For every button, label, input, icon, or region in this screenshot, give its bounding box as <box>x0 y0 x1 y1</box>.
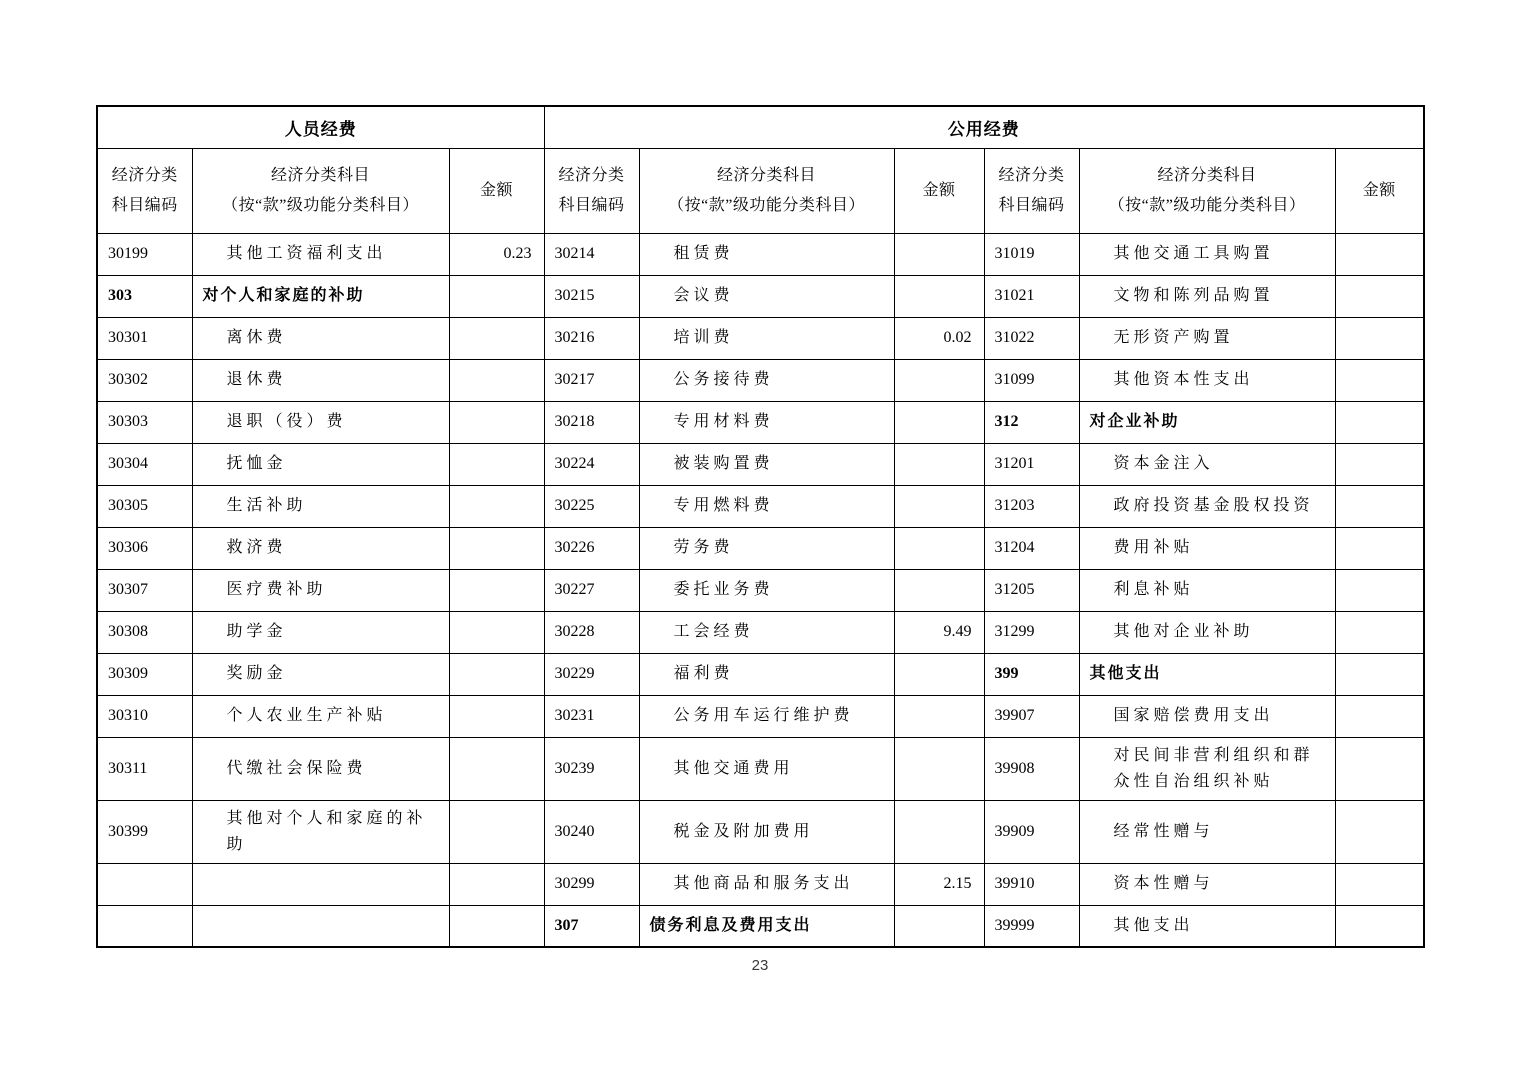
subject-name-cell: 生活补助 <box>192 485 449 527</box>
subject-column-header <box>192 148 449 233</box>
subject-name-cell: 对民间非营利组织和群众性自治组织补贴 <box>1079 737 1335 800</box>
subject-name-cell: 租赁费 <box>639 233 894 275</box>
code-cell: 30304 <box>97 443 192 485</box>
amount-column-header: 金额 <box>1335 148 1424 233</box>
amount-cell <box>449 653 544 695</box>
page-number: 23 <box>751 957 769 974</box>
table-body <box>97 233 1424 947</box>
table-row <box>97 485 1424 527</box>
subject-name-cell: 其他对企业补助 <box>1079 611 1335 653</box>
budget-table <box>96 105 1425 948</box>
table-row <box>97 527 1424 569</box>
table-row <box>97 401 1424 443</box>
subject-name-cell: 资本性赠与 <box>1079 863 1335 905</box>
amount-cell <box>449 905 544 947</box>
code-cell: 30227 <box>544 569 639 611</box>
amount-column-header: 金额 <box>894 148 984 233</box>
subject-name-cell: 经常性赠与 <box>1079 800 1335 863</box>
code-cell <box>97 863 192 905</box>
amount-cell <box>449 800 544 863</box>
table-row <box>97 317 1424 359</box>
table-row <box>97 443 1424 485</box>
code-cell: 31021 <box>984 275 1079 317</box>
header-line: 经济分类 <box>998 166 1065 184</box>
code-cell: 30231 <box>544 695 639 737</box>
subject-column-header <box>1079 148 1335 233</box>
amount-cell <box>894 485 984 527</box>
subject-name-cell: 退休费 <box>192 359 449 401</box>
subject-name-cell: 其他支出 <box>1079 653 1335 695</box>
code-cell: 31299 <box>984 611 1079 653</box>
header-line: 经济分类 <box>111 166 178 184</box>
code-cell: 30226 <box>544 527 639 569</box>
subject-name-cell: 福利费 <box>639 653 894 695</box>
amount-cell: 2.15 <box>894 863 984 905</box>
subject-name-cell: 对企业补助 <box>1079 401 1335 443</box>
table-row <box>97 905 1424 947</box>
column-header-row <box>97 148 1424 233</box>
code-cell: 30302 <box>97 359 192 401</box>
code-cell: 31204 <box>984 527 1079 569</box>
amount-cell <box>894 569 984 611</box>
table-row <box>97 800 1424 863</box>
amount-cell <box>1335 737 1424 800</box>
subject-name-cell: 被装购置费 <box>639 443 894 485</box>
amount-cell <box>1335 233 1424 275</box>
code-cell: 30399 <box>97 800 192 863</box>
subject-name-cell: 利息补贴 <box>1079 569 1335 611</box>
table-row <box>97 233 1424 275</box>
subject-name-cell: 培训费 <box>639 317 894 359</box>
subject-name-cell: 工会经费 <box>639 611 894 653</box>
amount-cell <box>1335 401 1424 443</box>
code-cell: 31201 <box>984 443 1079 485</box>
header-line: 科目编码 <box>998 196 1065 214</box>
amount-cell <box>1335 569 1424 611</box>
code-cell: 30240 <box>544 800 639 863</box>
subject-name-cell <box>192 863 449 905</box>
subject-name-cell: 其他交通费用 <box>639 737 894 800</box>
amount-cell: 0.23 <box>449 233 544 275</box>
amount-cell <box>1335 653 1424 695</box>
amount-cell <box>449 317 544 359</box>
code-cell: 30239 <box>544 737 639 800</box>
subject-name-cell: 公务用车运行维护费 <box>639 695 894 737</box>
subject-name-cell: 对个人和家庭的补助 <box>192 275 449 317</box>
amount-cell <box>449 275 544 317</box>
amount-cell <box>1335 863 1424 905</box>
code-cell: 30308 <box>97 611 192 653</box>
amount-cell <box>1335 611 1424 653</box>
code-cell: 30214 <box>544 233 639 275</box>
subject-column-header <box>639 148 894 233</box>
subject-name-cell: 退职（役）费 <box>192 401 449 443</box>
amount-cell <box>449 401 544 443</box>
header-line: （按“款”级功能分类科目） <box>668 196 865 214</box>
code-column-header <box>97 148 192 233</box>
code-cell: 30199 <box>97 233 192 275</box>
code-cell: 307 <box>544 905 639 947</box>
header-line: 经济分类科目 <box>716 166 816 184</box>
amount-cell <box>449 695 544 737</box>
header-line: （按“款”级功能分类科目） <box>1108 196 1306 214</box>
code-cell: 39907 <box>984 695 1079 737</box>
subject-name-cell: 国家赔偿费用支出 <box>1079 695 1335 737</box>
subject-name-cell: 税金及附加费用 <box>639 800 894 863</box>
amount-cell <box>894 737 984 800</box>
table-row <box>97 359 1424 401</box>
code-cell: 31022 <box>984 317 1079 359</box>
code-cell: 30229 <box>544 653 639 695</box>
code-cell: 30216 <box>544 317 639 359</box>
subject-name-cell <box>192 905 449 947</box>
amount-cell <box>1335 359 1424 401</box>
subject-name-cell: 专用燃料费 <box>639 485 894 527</box>
amount-cell <box>894 653 984 695</box>
header-line: 经济分类科目 <box>1157 166 1257 184</box>
subject-name-cell: 委托业务费 <box>639 569 894 611</box>
amount-cell <box>894 695 984 737</box>
header-line: 科目编码 <box>558 196 625 214</box>
code-cell: 30305 <box>97 485 192 527</box>
amount-cell <box>1335 443 1424 485</box>
amount-cell: 0.02 <box>894 317 984 359</box>
code-cell: 303 <box>97 275 192 317</box>
code-cell: 39909 <box>984 800 1079 863</box>
subject-name-cell: 资本金注入 <box>1079 443 1335 485</box>
code-cell: 39908 <box>984 737 1079 800</box>
code-cell: 312 <box>984 401 1079 443</box>
code-cell: 399 <box>984 653 1079 695</box>
subject-name-cell: 其他工资福利支出 <box>192 233 449 275</box>
amount-cell <box>1335 275 1424 317</box>
section-header-personnel-funds: 人员经费 <box>97 106 544 148</box>
amount-cell <box>449 359 544 401</box>
subject-name-cell: 债务利息及费用支出 <box>639 905 894 947</box>
code-cell: 30307 <box>97 569 192 611</box>
code-cell: 31203 <box>984 485 1079 527</box>
section-header-row <box>97 106 1424 148</box>
table-row <box>97 275 1424 317</box>
code-cell: 39910 <box>984 863 1079 905</box>
amount-cell <box>1335 905 1424 947</box>
table-row <box>97 863 1424 905</box>
amount-cell <box>449 485 544 527</box>
code-cell: 30217 <box>544 359 639 401</box>
subject-name-cell: 劳务费 <box>639 527 894 569</box>
code-cell: 30299 <box>544 863 639 905</box>
amount-cell <box>894 800 984 863</box>
code-cell: 30215 <box>544 275 639 317</box>
subject-name-cell: 奖励金 <box>192 653 449 695</box>
amount-cell <box>1335 800 1424 863</box>
subject-name-cell: 离休费 <box>192 317 449 359</box>
subject-name-cell: 会议费 <box>639 275 894 317</box>
amount-cell <box>1335 485 1424 527</box>
table-row <box>97 653 1424 695</box>
subject-name-cell: 助学金 <box>192 611 449 653</box>
amount-cell <box>449 569 544 611</box>
table-row <box>97 695 1424 737</box>
subject-name-cell: 无形资产购置 <box>1079 317 1335 359</box>
amount-cell <box>894 233 984 275</box>
subject-name-cell: 其他交通工具购置 <box>1079 233 1335 275</box>
code-cell: 30310 <box>97 695 192 737</box>
amount-cell <box>449 443 544 485</box>
subject-name-cell: 专用材料费 <box>639 401 894 443</box>
amount-cell <box>449 527 544 569</box>
amount-cell <box>894 443 984 485</box>
amount-cell <box>1335 695 1424 737</box>
subject-name-cell: 政府投资基金股权投资 <box>1079 485 1335 527</box>
subject-name-cell: 文物和陈列品购置 <box>1079 275 1335 317</box>
amount-cell <box>449 611 544 653</box>
amount-column-header: 金额 <box>449 148 544 233</box>
amount-cell <box>1335 317 1424 359</box>
code-cell: 30225 <box>544 485 639 527</box>
subject-name-cell: 医疗费补助 <box>192 569 449 611</box>
code-cell: 30309 <box>97 653 192 695</box>
header-line: （按“款”级功能分类科目） <box>222 196 419 214</box>
header-line: 经济分类科目 <box>270 166 370 184</box>
subject-name-cell: 个人农业生产补贴 <box>192 695 449 737</box>
subject-name-cell: 其他资本性支出 <box>1079 359 1335 401</box>
subject-name-cell: 费用补贴 <box>1079 527 1335 569</box>
subject-name-cell: 代缴社会保险费 <box>192 737 449 800</box>
amount-cell <box>449 737 544 800</box>
code-cell: 30301 <box>97 317 192 359</box>
subject-name-cell: 其他商品和服务支出 <box>639 863 894 905</box>
code-cell: 39999 <box>984 905 1079 947</box>
amount-cell <box>894 275 984 317</box>
code-column-header <box>984 148 1079 233</box>
code-cell: 30306 <box>97 527 192 569</box>
amount-cell <box>894 401 984 443</box>
subject-name-cell: 其他支出 <box>1079 905 1335 947</box>
code-cell: 30218 <box>544 401 639 443</box>
code-cell: 31099 <box>984 359 1079 401</box>
amount-cell <box>894 359 984 401</box>
subject-name-cell: 抚恤金 <box>192 443 449 485</box>
amount-cell <box>449 863 544 905</box>
code-column-header <box>544 148 639 233</box>
subject-name-cell: 其他对个人和家庭的补助 <box>192 800 449 863</box>
table-row <box>97 569 1424 611</box>
table-row <box>97 737 1424 800</box>
code-cell: 30224 <box>544 443 639 485</box>
code-cell: 30311 <box>97 737 192 800</box>
amount-cell <box>894 905 984 947</box>
amount-cell <box>1335 527 1424 569</box>
section-header-public-funds: 公用经费 <box>544 106 1424 148</box>
subject-name-cell: 救济费 <box>192 527 449 569</box>
code-cell: 31019 <box>984 233 1079 275</box>
code-cell: 31205 <box>984 569 1079 611</box>
code-cell <box>97 905 192 947</box>
subject-name-cell: 公务接待费 <box>639 359 894 401</box>
header-line: 经济分类 <box>558 166 625 184</box>
code-cell: 30303 <box>97 401 192 443</box>
code-cell: 30228 <box>544 611 639 653</box>
table-row <box>97 611 1424 653</box>
amount-cell: 9.49 <box>894 611 984 653</box>
header-line: 科目编码 <box>111 196 178 214</box>
amount-cell <box>894 527 984 569</box>
